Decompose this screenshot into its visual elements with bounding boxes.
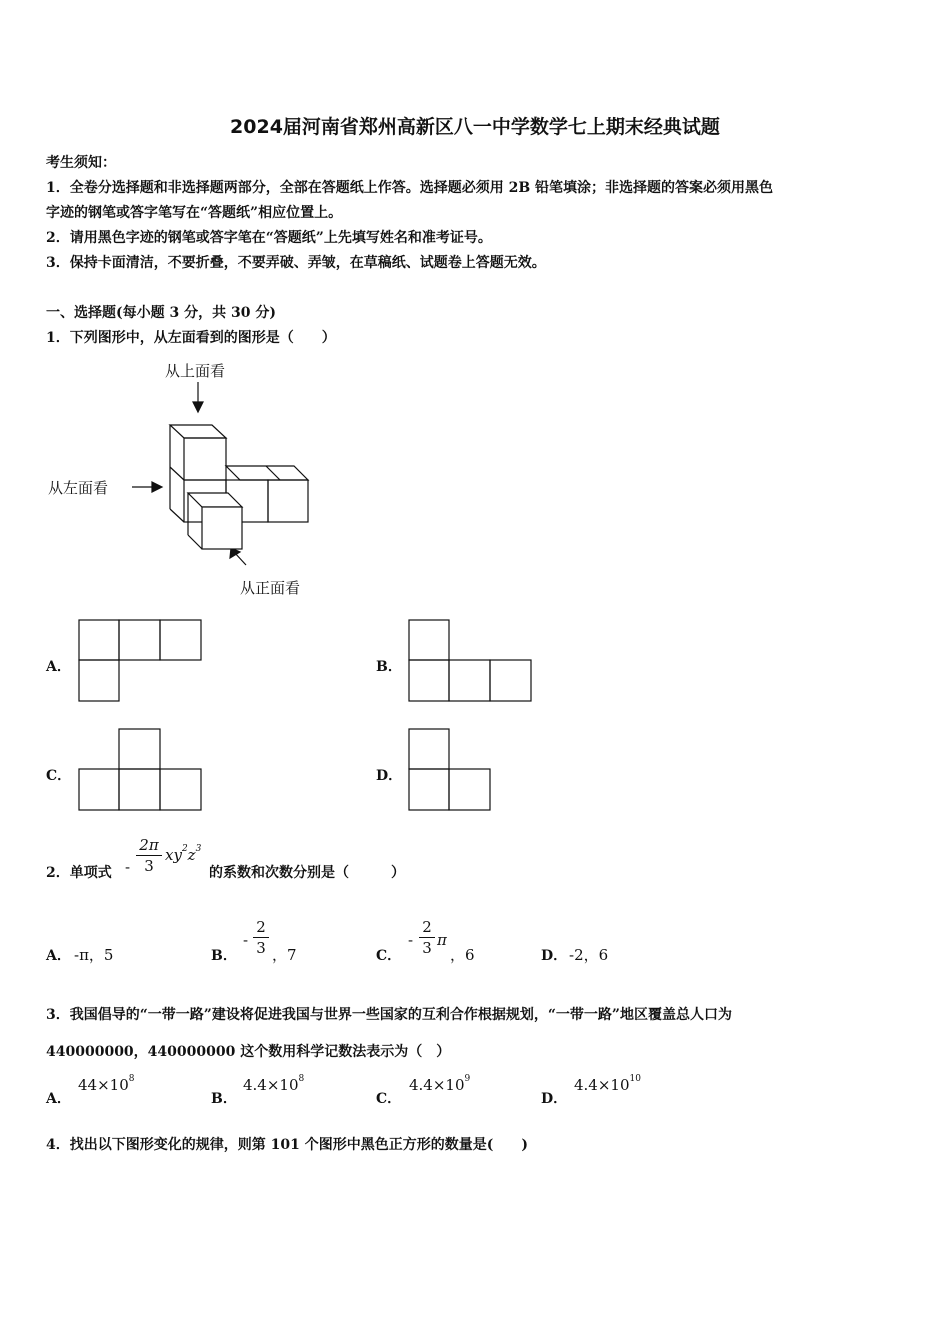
q3-option-b-value [243,1076,304,1094]
q2-option-b-denominator: 3 [256,939,266,957]
q2-expr-exp-y: 2 [181,844,188,854]
label-view-top: 从上面看 [165,362,226,380]
q2-option-c-numerator: 2 [422,918,432,936]
q3-option-b-label: B． [211,1091,237,1107]
q1-option-d-figure [408,728,498,812]
q2-option-a-text: -π，5 [74,946,114,964]
q2-option-d-text: -2，6 [569,946,609,964]
q2-expr-monomial [165,846,201,864]
q3-option-d-label: D． [541,1091,568,1107]
q1-option-a-figure [78,619,204,703]
q2-expr-sign: - [125,858,131,876]
section-heading: 一、选择题(每小题 3 分，共 30 分) [46,305,276,321]
label-view-left: 从左面看 [48,479,109,497]
q2-option-b-label: B． [211,948,237,964]
notice-line-1b: 字迹的钢笔或答字笔写在“答题纸”相应位置上。 [46,205,343,221]
q2-option-b-tail: ，7 [272,946,297,964]
q2-option-b-sign: - [243,931,249,949]
q2-expr-xy: xy [165,846,182,864]
q2-option-c-pi: π [437,931,447,949]
q3-option-c-base: 4.4×10 [409,1076,465,1094]
q2-option-b-fraction [253,918,269,957]
q1-option-c-label: C． [46,768,72,784]
q3-option-c-value [409,1076,470,1094]
q2-expr-fraction [136,836,162,875]
page-title: 2024届河南省郑州高新区八一中学数学七上期末经典试题 [230,116,720,138]
q3-option-a-value [78,1076,134,1094]
q3-option-a-label: A． [46,1091,71,1107]
cube-stack-figure [120,380,320,580]
q3-option-c-label: C． [376,1091,402,1107]
q3-option-d-exp: 10 [629,1074,641,1084]
question-3-stem-line-2: 440000000，440000000 这个数用科学记数法表示为（ ） [46,1044,451,1060]
q3-option-b-base: 4.4×10 [243,1076,299,1094]
q2-expr-z: z [187,846,196,864]
question-4-stem: 4．找出以下图形变化的规律，则第 101 个图形中黑色正方形的数量是( ) [46,1137,528,1153]
q2-option-c-denominator: 3 [422,939,432,957]
q1-option-b-label: B． [376,659,402,675]
q1-option-a-label: A． [46,659,71,675]
q3-option-d-value [574,1076,641,1094]
q2-expr-numerator: 2π [139,836,159,854]
q3-option-d-base: 4.4×10 [574,1076,630,1094]
question-1-stem: 1．下列图形中，从左面看到的图形是（ ） [46,330,336,346]
notice-line-3: 3．保持卡面清洁，不要折叠，不要弄破、弄皱，在草稿纸、试题卷上答题无效。 [46,255,546,271]
q2-option-d-label: D． [541,948,568,964]
q2-option-a-label: A． [46,948,71,964]
q3-option-a-exp: 8 [128,1074,135,1084]
q2-expr-exp-z: 3 [195,844,202,854]
q2-option-c-fraction [419,918,435,957]
question-2-stem-prefix: 2．单项式 [46,865,112,881]
notice-line-1a: 1．全卷分选择题和非选择题两部分，全部在答题纸上作答。选择题必须用 2B 铅笔填涂；非选择题的答案必须用黑色 [46,180,774,196]
notice-heading: 考生须知： [46,155,116,171]
q1-option-d-label: D． [376,768,403,784]
q3-option-c-exp: 9 [464,1074,471,1084]
q1-option-b-figure [408,619,534,703]
notice-line-2: 2．请用黑色字迹的钢笔或答字笔在“答题纸”上先填写姓名和准考证号。 [46,230,492,246]
q1-option-c-figure [78,728,204,812]
q2-option-c-label: C． [376,948,402,964]
q2-option-c-sign: - [408,931,414,949]
q3-option-a-base: 44×10 [78,1076,129,1094]
q2-option-b-numerator: 2 [256,918,266,936]
q3-option-b-exp: 8 [298,1074,305,1084]
q2-option-c-tail: ，6 [450,946,475,964]
label-view-front: 从正面看 [240,579,301,597]
question-2-stem-suffix: 的系数和次数分别是（ ） [209,865,405,881]
question-3-stem-line-1: 3．我国倡导的“一带一路”建设将促进我国与世界一些国家的互利合作根据规划，“一带一路”地区覆盖总人口为 [46,1007,732,1023]
q2-expr-denominator: 3 [144,857,154,875]
